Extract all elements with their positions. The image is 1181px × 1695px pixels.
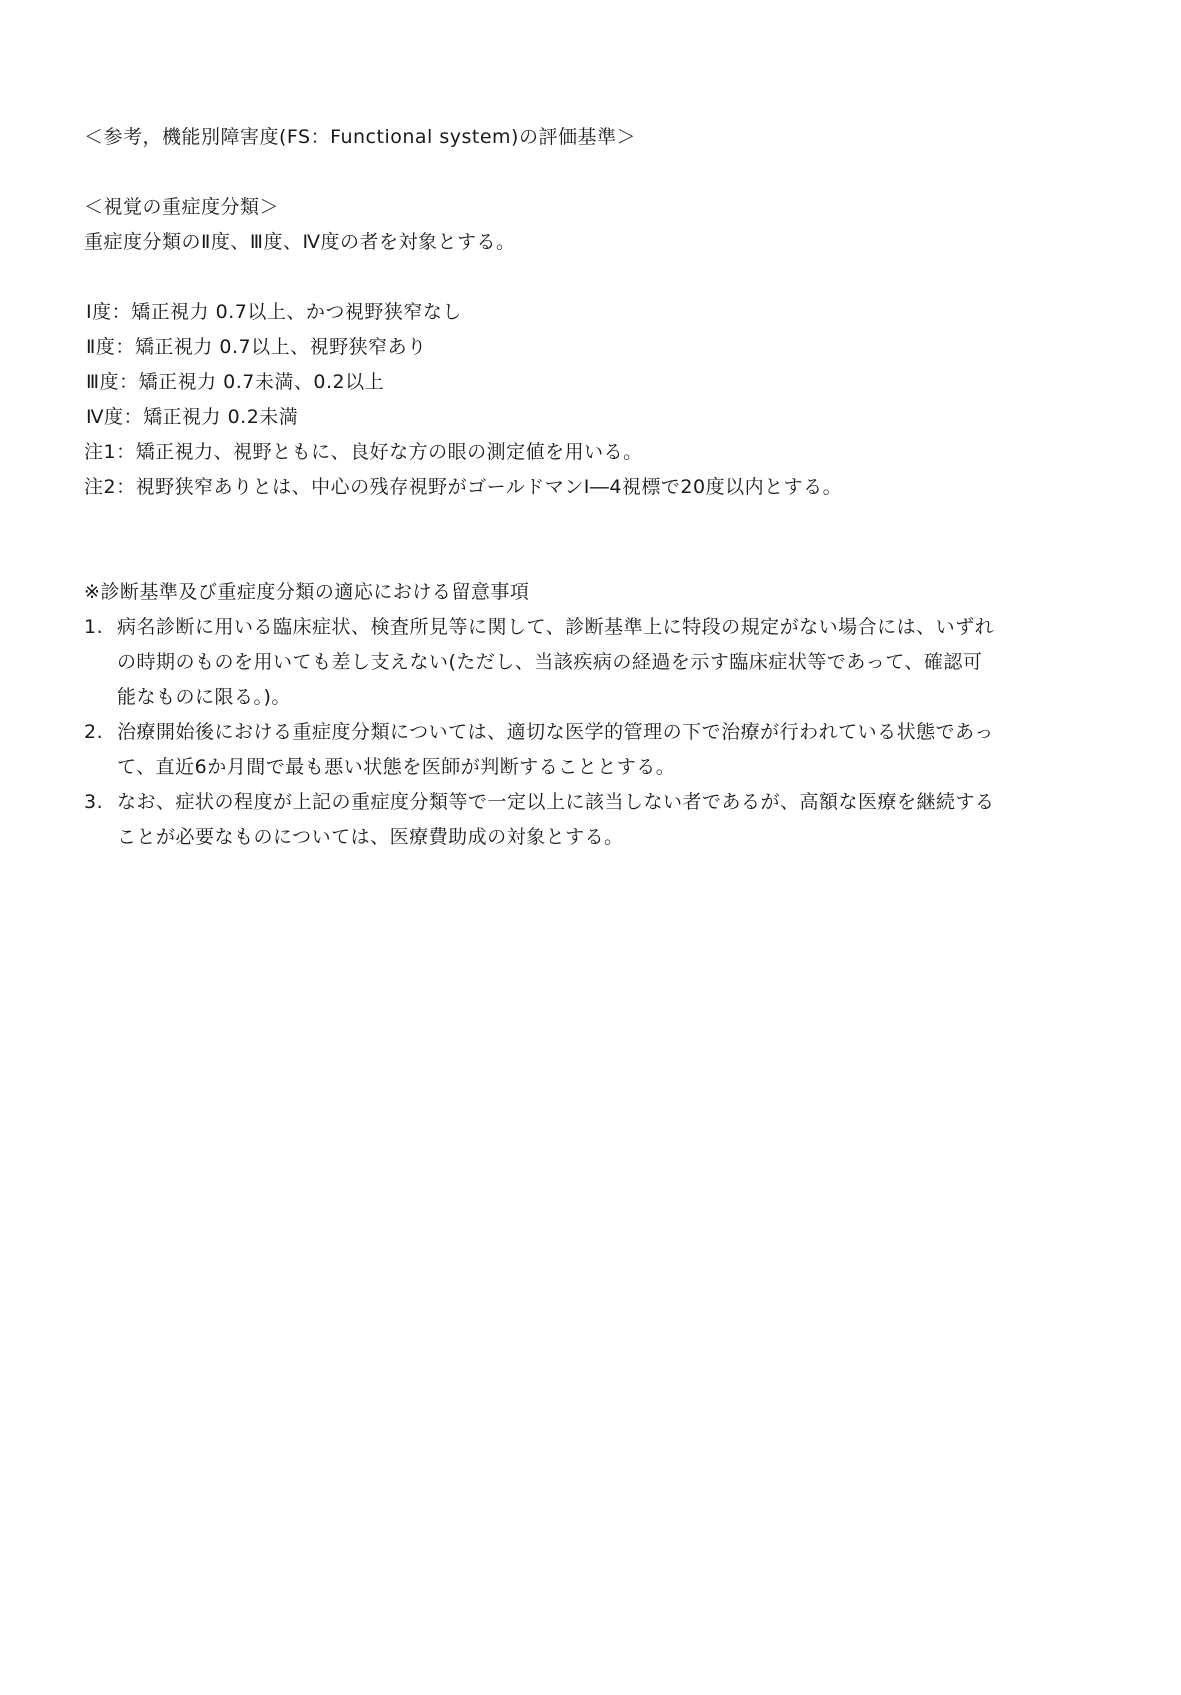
note-1-line: 注1：矯正視力、視野ともに、良好な方の眼の測定値を用いる。 — [84, 441, 643, 463]
grade-1-line: Ⅰ度：矯正視力 0.7以上、かつ視野狭窄なし — [86, 301, 462, 323]
remarks-item-number: 2. — [84, 721, 104, 743]
remarks-item-1 — [84, 610, 1104, 715]
vision-section-heading: ＜視覚の重症度分類＞ — [84, 196, 280, 218]
spacer — [84, 505, 1104, 575]
remarks-item-text: 治療開始後における重症度分類については、適切な医学的管理の下で治療が行われている状態であっ — [117, 721, 994, 743]
remarks-heading: ※診断基準及び重症度分類の適応における留意事項 — [84, 581, 530, 603]
remarks-item-text: なお、症状の程度が上記の重症度分類等で一定以上に該当しない者であるが、高額な医療を継続する — [117, 791, 995, 813]
spacer — [84, 260, 1104, 295]
remarks-item-3 — [84, 785, 1104, 855]
document-body — [84, 120, 1104, 855]
remarks-item-number: 1. — [84, 616, 104, 638]
grade-2-line: Ⅱ度：矯正視力 0.7以上、視野狭窄あり — [86, 336, 427, 358]
remarks-item-number: 3. — [84, 791, 104, 813]
remarks-item-text: ことが必要なものについては、医療費助成の対象とする。 — [117, 826, 624, 848]
grade-4-line: Ⅳ度：矯正視力 0.2未満 — [86, 406, 299, 428]
vision-section-intro: 重症度分類のⅡ度、Ⅲ度、Ⅳ度の者を対象とする。 — [84, 231, 516, 253]
document-heading: ＜参考，機能別障害度(FS：Functional system)の評価基準＞ — [84, 126, 636, 148]
remarks-item-text: 病名診断に用いる臨床症状、検査所見等に関して、診断基準上に特段の規定がない場合には、いずれ — [117, 616, 995, 638]
remarks-item-text: 能なものに限る。)。 — [117, 686, 291, 708]
remarks-item-text: て、直近6か月間で最も悪い状態を医師が判断することとする。 — [117, 756, 676, 778]
remarks-item-text: の時期のものを用いても差し支えない(ただし、当該疾病の経過を示す臨床症状等であって、確認可 — [117, 651, 983, 673]
remarks-list — [84, 610, 1104, 855]
note-2-line: 注2：視野狭窄ありとは、中心の残存視野がゴールドマンⅠ―4視標で20度以内とする。 — [84, 476, 843, 498]
grade-3-line: Ⅲ度：矯正視力 0.7未満、0.2以上 — [86, 371, 385, 393]
remarks-item-2 — [84, 715, 1104, 785]
